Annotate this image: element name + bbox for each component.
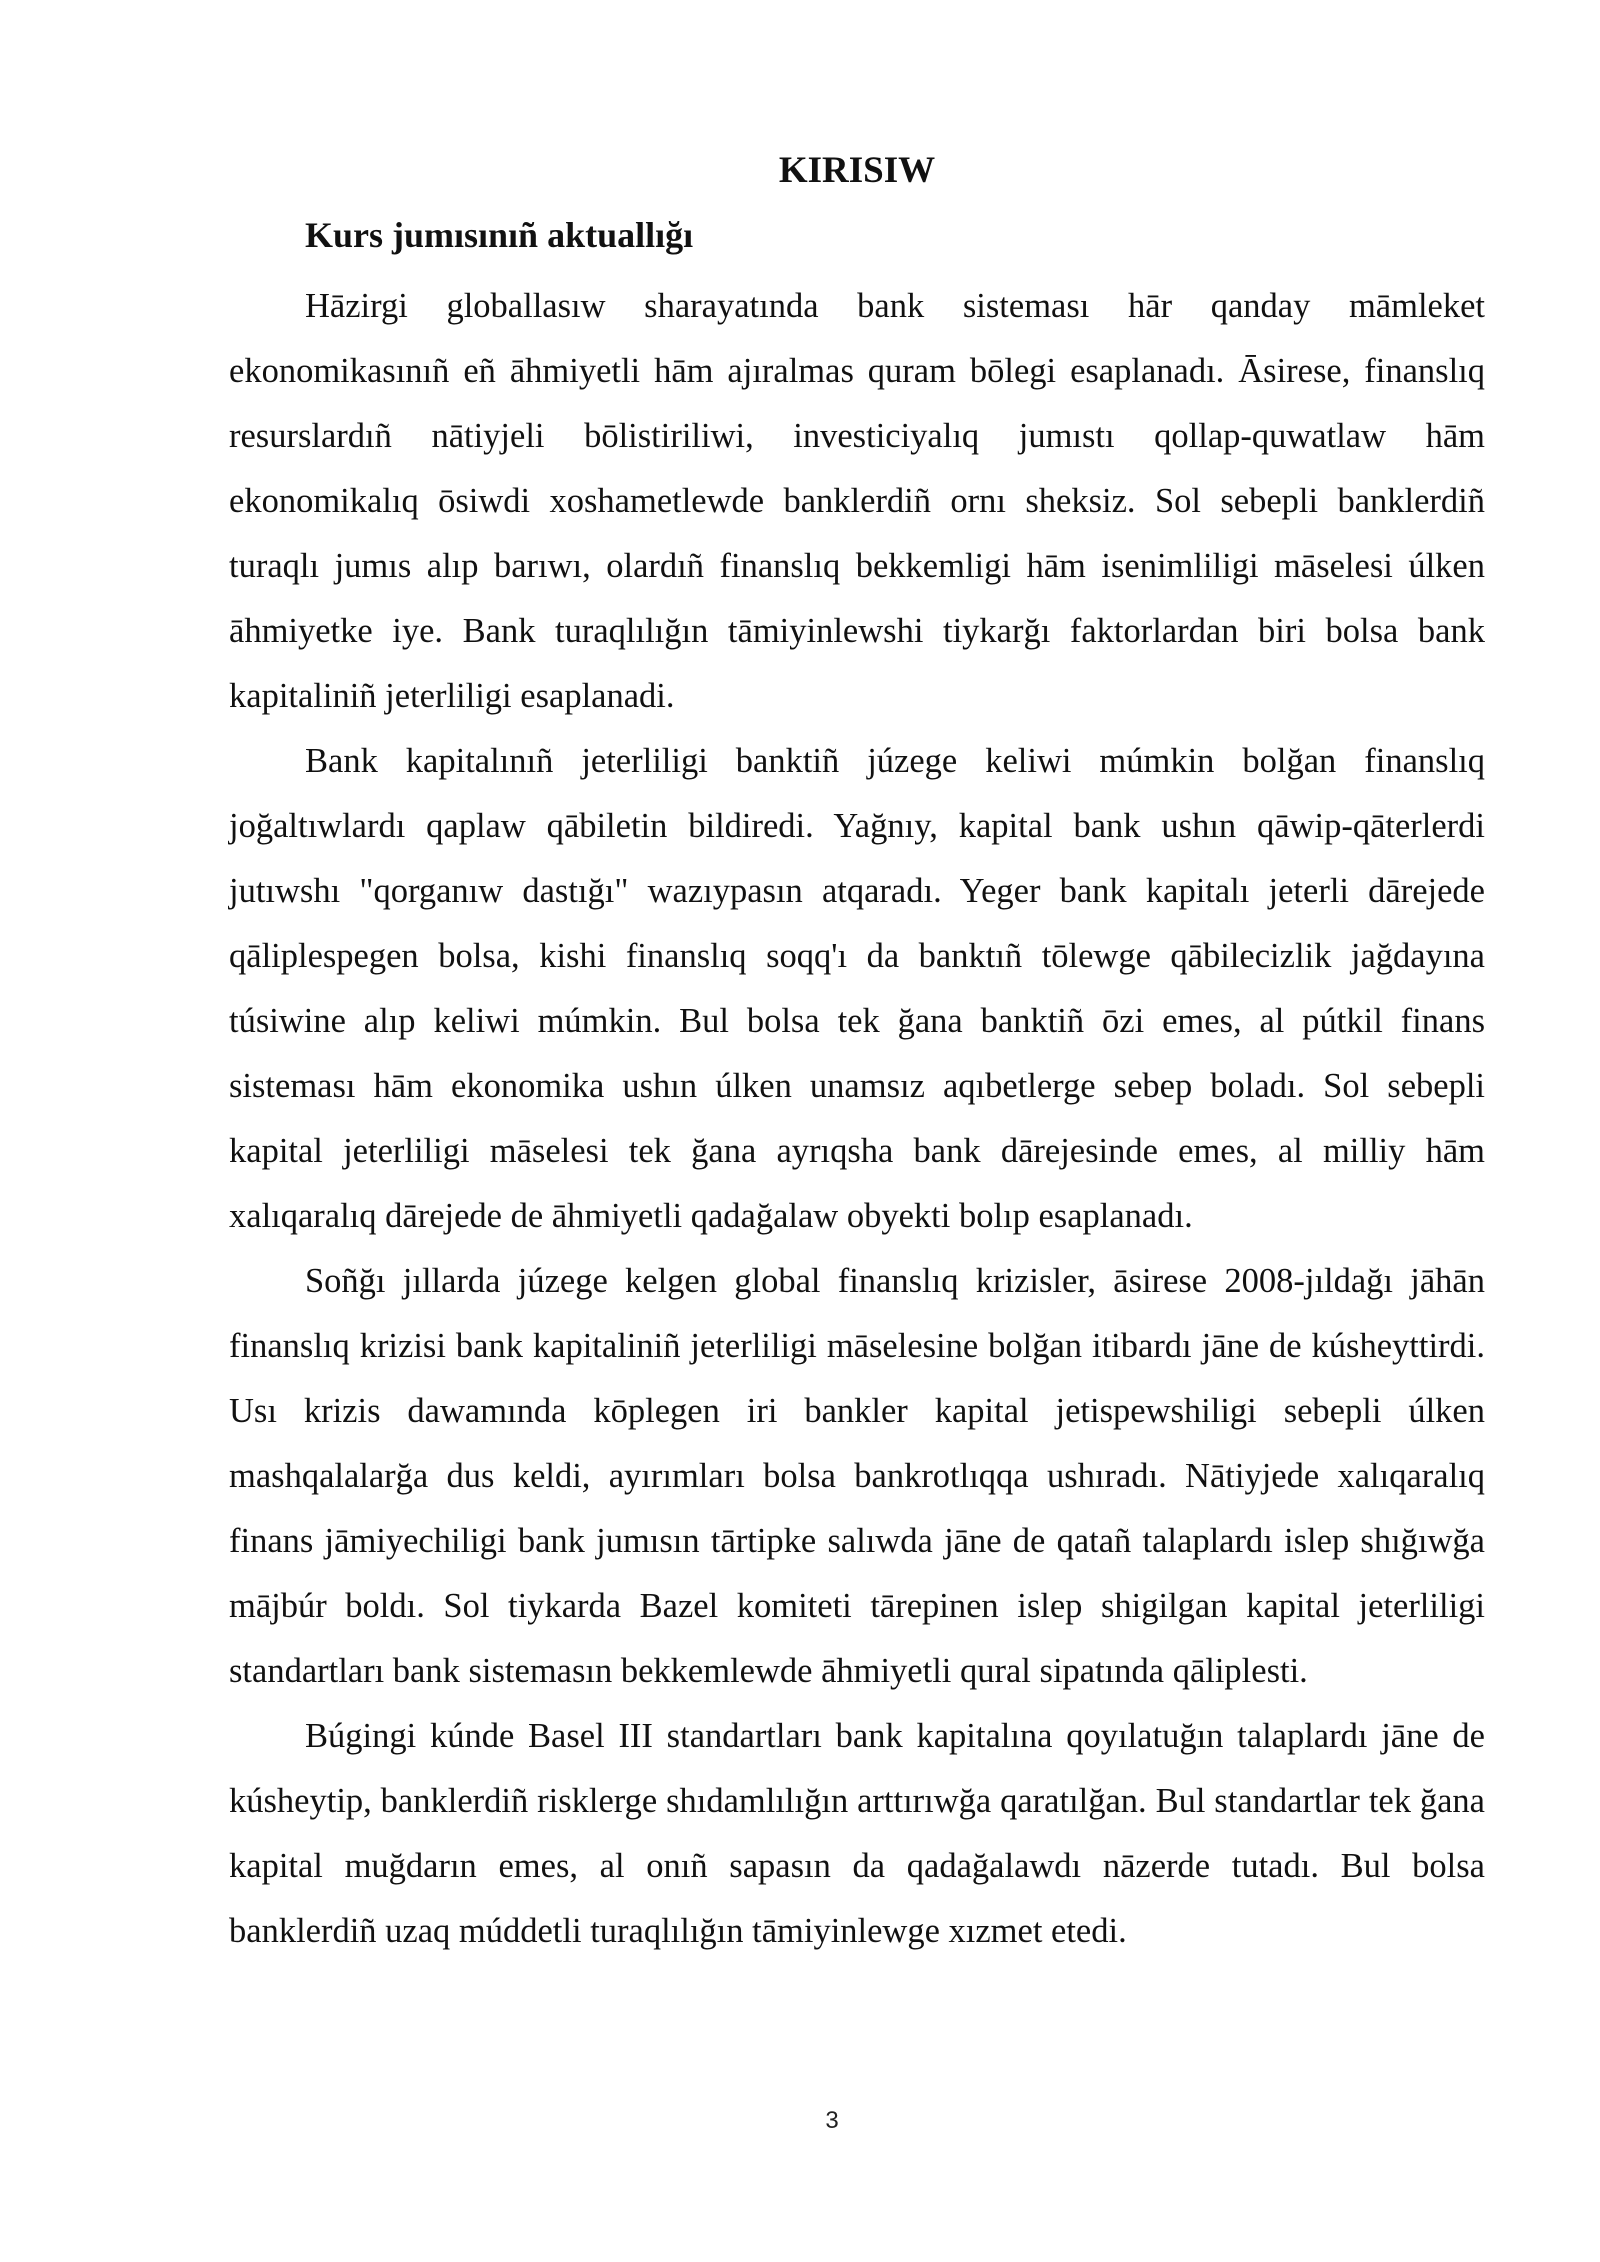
- paragraph-1: Hāzirgi globallasıw sharayatında bank sisteması hār qanday māmleket ekonomikasınıñ eñ āhmiyetli hām ajıralmas quram bōlegi esaplanadı. Āsirese, finanslıq resurslardıñ nātiyjeli bōlistiriliwi, investiciyalıq jumıstı qollap-quwatlaw hām ekonomikalıq ōsiwdi xoshametlewde banklerdiñ ornı sheksiz. Sol sebepli banklerdiñ turaqlı jumıs alıp barıwı, olardıñ finanslıq bekkemligi hām isenimliligi māselesi úlken āhmiyetke iye. Bank turaqlılığın tāmiyinlewshi tiykarğı faktorlardan biri bolsa bank kapitaliniñ jeterliligi esaplanadi.: [229, 287, 1485, 715]
- paragraph-2: Bank kapitalınıñ jeterliligi banktiñ júzege keliwi múmkin bolğan finanslıq joğaltıwlardı qaplaw qābiletin bildiredi. Yağnıy, kapital bank ushın qāwip-qāterlerdi jutıwshı "qorganıw dastığı" wazıypasın atqaradı. Yeger bank kapitalı jeterli dārejede qāliplespegen bolsa, kishi finanslıq soqq'ı da banktıñ tōlewge qābilecizlik jağdayına túsiwine alıp keliwi múmkin. Bul bolsa tek ğana banktiñ ōzi emes, al pútkil finans sisteması hām ekonomika ushın úlken unamsız aqıbetlerge sebep boladı. Sol sebepli kapital jeterliligi māselesi tek ğana ayrıqsha bank dārejesinde emes, al milliy hām xalıqaralıq dārejede de āhmiyetli qadağalaw obyekti bolıp esaplanadı.: [229, 742, 1485, 1235]
- section-heading: Kurs jumısınıñ aktuallığı: [305, 215, 694, 255]
- paragraph-4: Búgingi kúnde Basel III standartları bank kapitalına qoyılatuğın talaplardı jāne de kúsheytip, banklerdiñ risklerge shıdamlılığın arttırıwğa qaratılğan. Bul standartlar tek ğana kapital muğdarın emes, al onıñ sapasın da qadağalawdı nāzerde tutadı. Bul bolsa banklerdiñ uzaq múddetli turaqlılığın tāmiyinlewge xızmet etedi.: [229, 1717, 1485, 1950]
- paragraph-3: Soñğı jıllarda júzege kelgen global finanslıq krizisler, āsirese 2008-jıldağı jāhān finanslıq krizisi bank kapitaliniñ jeterliligi māselesine bolğan itibardı jāne de kúsheyttirdi. Usı krizis dawamında kōplegen iri bankler kapital jetispewshiligi sebepli úlken mashqalalarğa dus keldi, ayırımları bolsa bankrotlıqqa ushıradı. Nātiyjede xalıqaralıq finans jāmiyechiligi bank jumısın tārtipke salıwda jāne de qatañ talaplardı islep shığıwğa mājbúr boldı. Sol tiykarda Bazel komiteti tārepinen islep shigilgan kapital jeterliligi standartları bank sistemasın bekkemlewde āhmiyetli qural sipatında qāliplesti.: [229, 1262, 1485, 1690]
- page-number: 3: [825, 2107, 839, 2134]
- page-title: KIRISIW: [778, 150, 936, 191]
- page-content: [229, 148, 1485, 1964]
